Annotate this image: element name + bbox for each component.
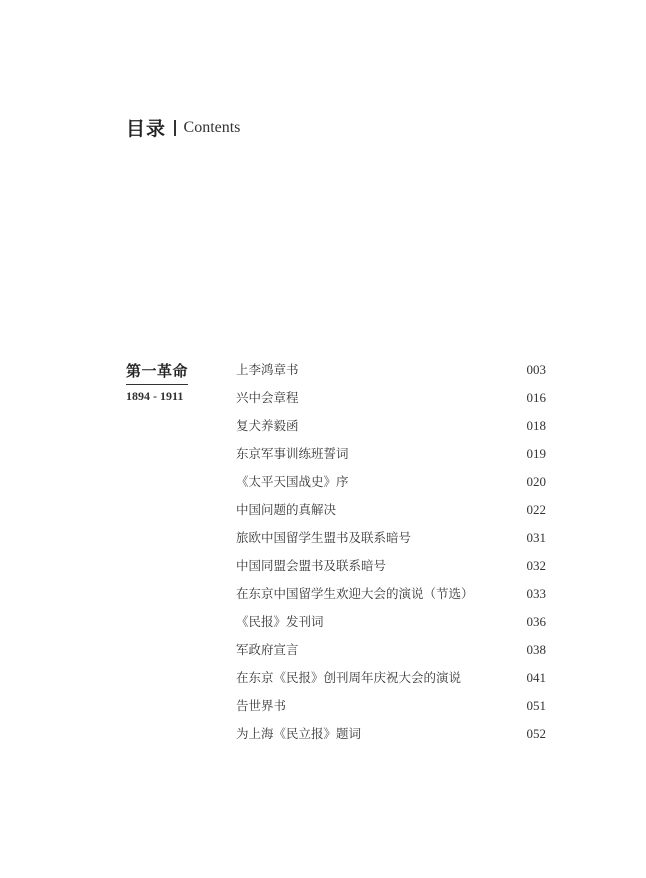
toc-entry[interactable] bbox=[236, 640, 546, 668]
section-label bbox=[126, 360, 188, 404]
toc-entry[interactable] bbox=[236, 416, 546, 444]
entry-title: 上李鸿章书 bbox=[236, 362, 299, 377]
toc-entry[interactable] bbox=[236, 556, 546, 584]
entry-page-number: 038 bbox=[526, 642, 546, 657]
entry-page-number: 033 bbox=[526, 586, 546, 601]
toc-entry[interactable] bbox=[236, 668, 546, 696]
toc-entry[interactable] bbox=[236, 360, 546, 388]
entry-title: 在东京《民报》创刊周年庆祝大会的演说 bbox=[236, 670, 462, 685]
entry-title: 《民报》发刊词 bbox=[236, 614, 324, 629]
entry-page-number: 051 bbox=[526, 698, 546, 713]
entry-page-number: 022 bbox=[526, 502, 546, 517]
entry-page-number: 019 bbox=[526, 446, 546, 461]
entry-title: 兴中会章程 bbox=[236, 390, 299, 405]
title-separator bbox=[174, 120, 176, 136]
entry-title: 中国问题的真解决 bbox=[236, 502, 337, 517]
toc-entry-list bbox=[236, 360, 546, 752]
toc-entry[interactable] bbox=[236, 612, 546, 640]
toc-title-english: Contents bbox=[183, 118, 241, 136]
entry-title: 为上海《民立报》题词 bbox=[236, 726, 362, 741]
entry-title: 《太平天国战史》序 bbox=[236, 474, 349, 489]
entry-page-number: 016 bbox=[526, 390, 546, 405]
toc-entry[interactable] bbox=[236, 444, 546, 472]
entry-page-number: 003 bbox=[526, 362, 546, 377]
toc-entry[interactable] bbox=[236, 696, 546, 724]
entry-page-number: 052 bbox=[526, 726, 546, 741]
toc-entry[interactable] bbox=[236, 500, 546, 528]
toc-header bbox=[126, 114, 240, 141]
toc-entry[interactable] bbox=[236, 724, 546, 752]
entry-page-number: 031 bbox=[526, 530, 546, 545]
toc-entry[interactable] bbox=[236, 472, 546, 500]
entry-title: 旅欧中国留学生盟书及联系暗号 bbox=[236, 530, 412, 545]
toc-title-chinese: 目录 bbox=[126, 118, 167, 140]
entry-title: 军政府宣言 bbox=[236, 642, 299, 657]
section-years: 1894 - 1911 bbox=[126, 389, 184, 403]
toc-entry[interactable] bbox=[236, 584, 546, 612]
entry-page-number: 018 bbox=[526, 418, 546, 433]
entry-title: 中国同盟会盟书及联系暗号 bbox=[236, 558, 387, 573]
entry-page-number: 032 bbox=[526, 558, 546, 573]
entry-page-number: 020 bbox=[526, 474, 546, 489]
toc-entry[interactable] bbox=[236, 528, 546, 556]
entry-title: 东京军事训练班誓词 bbox=[236, 446, 349, 461]
entry-title: 在东京中国留学生欢迎大会的演说（节选） bbox=[236, 586, 474, 601]
entry-title: 告世界书 bbox=[236, 698, 287, 713]
entry-page-number: 036 bbox=[526, 614, 546, 629]
entry-page-number: 041 bbox=[526, 670, 546, 685]
toc-entry[interactable] bbox=[236, 388, 546, 416]
entry-title: 复犬养毅函 bbox=[236, 418, 299, 433]
section-name: 第一革命 bbox=[126, 360, 188, 385]
